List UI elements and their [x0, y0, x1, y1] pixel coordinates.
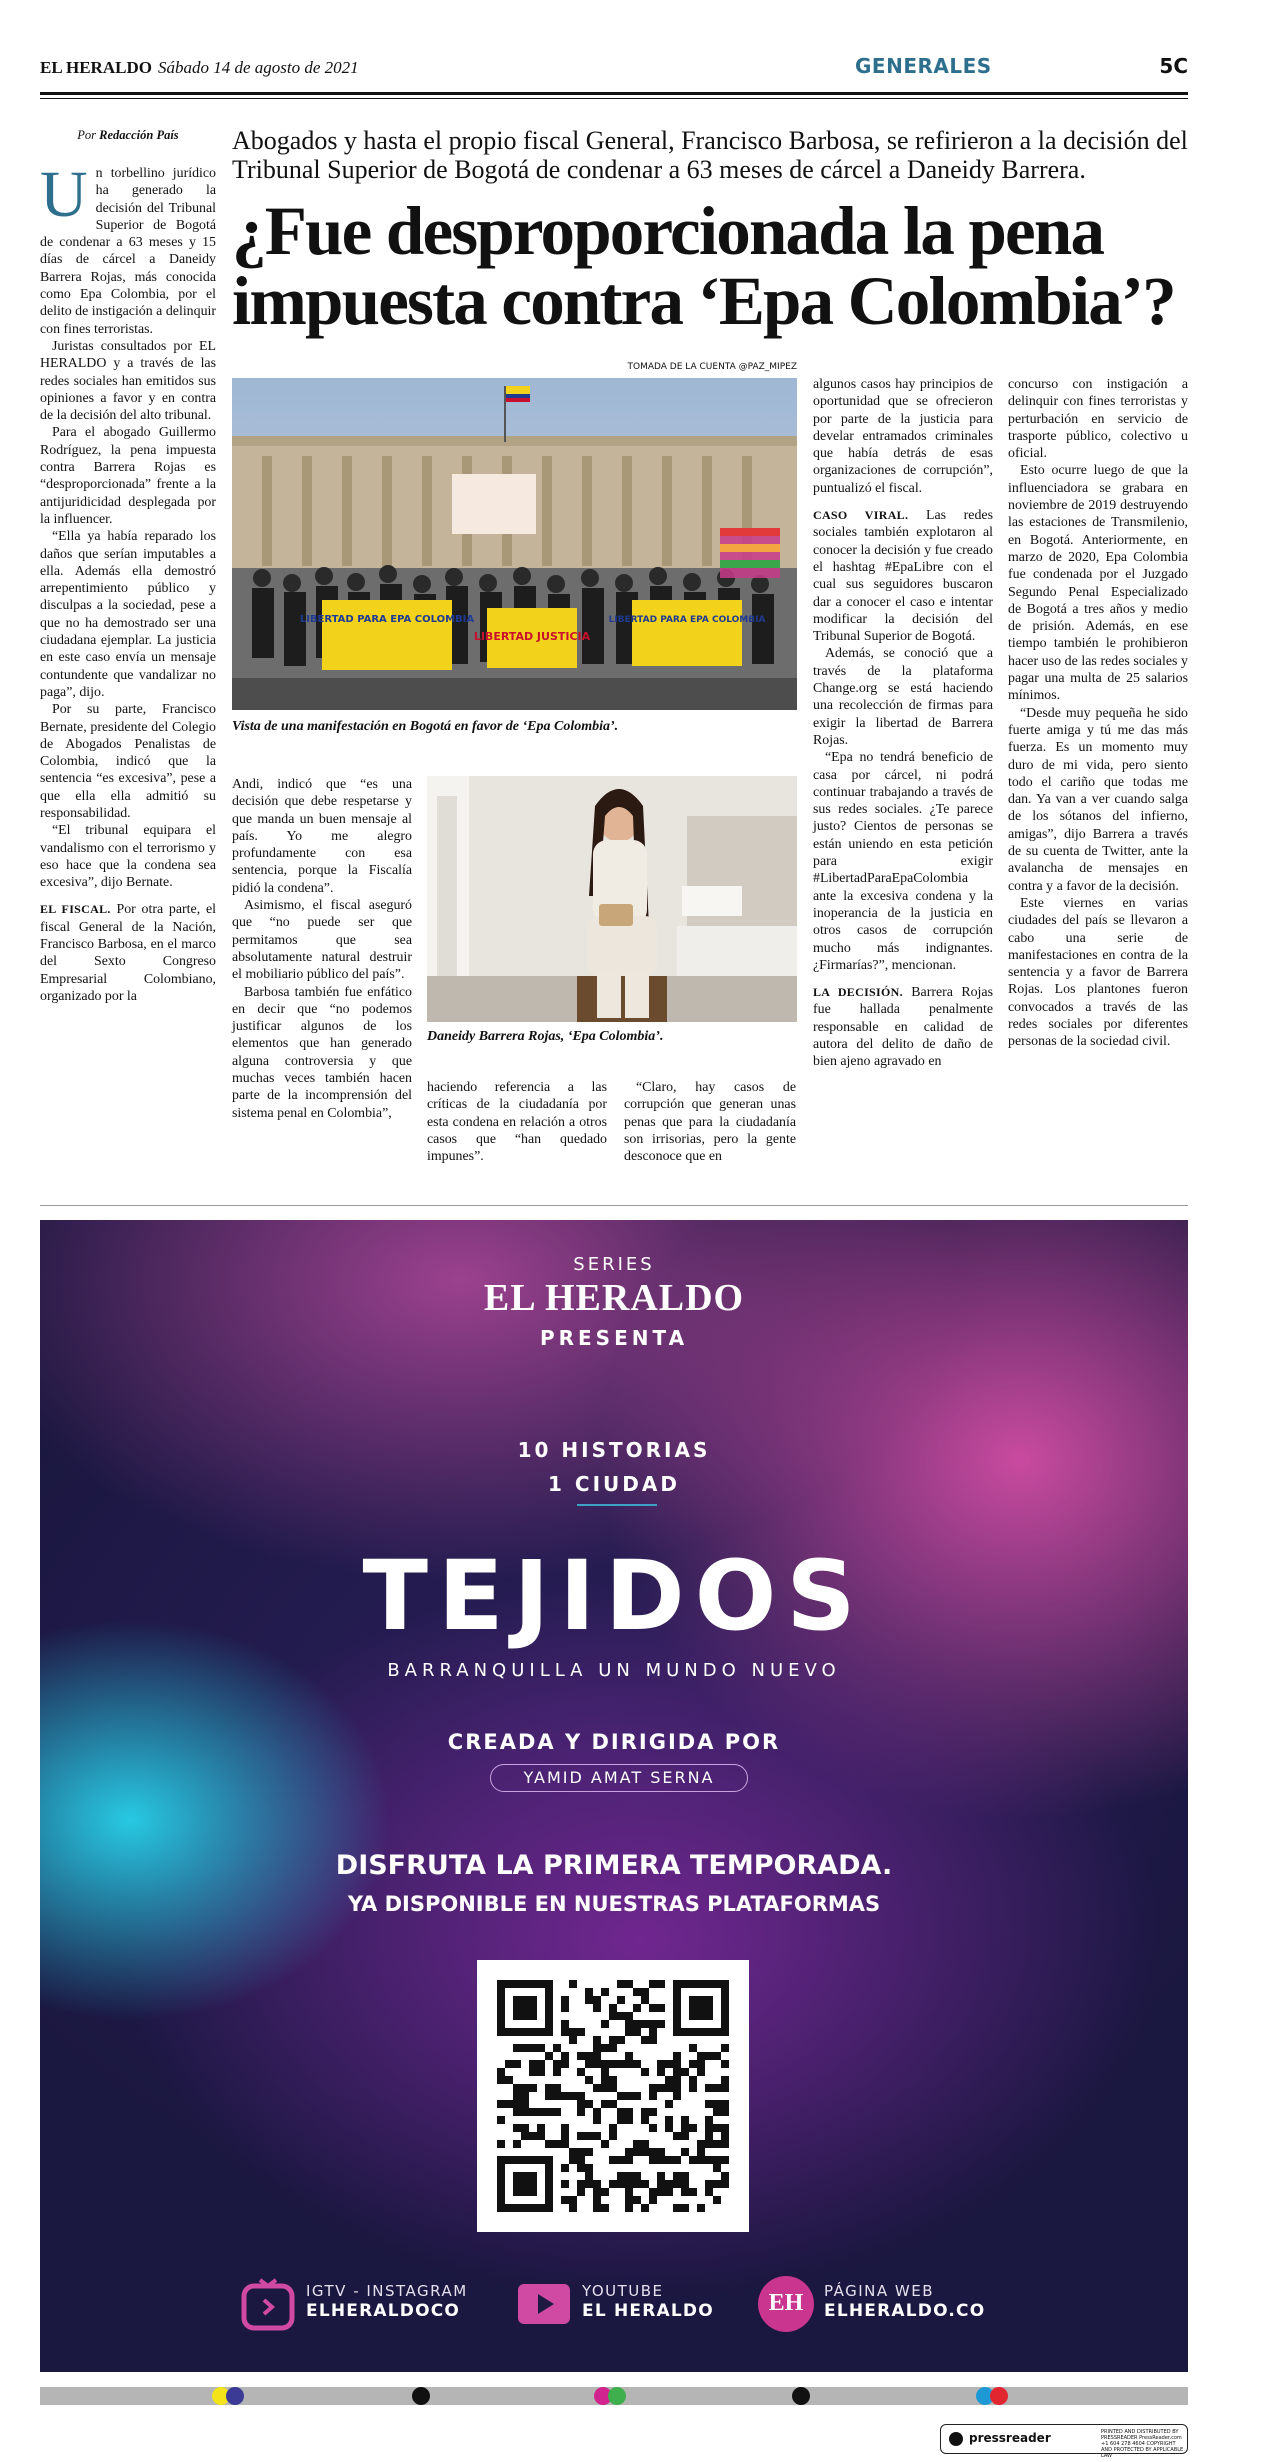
ad-creada: CREADA Y DIRIGIDA POR	[447, 1730, 781, 1754]
ad-disfruta: DISFRUTA LA PRIMERA TEMPORADA.	[335, 1850, 893, 1881]
registration-dot-blue	[226, 2387, 244, 2405]
paragraph-text: Por otra parte, el fiscal General de la Nación, Francisco Barbosa, en el marco del Sexto Congreso Empresarial Colombiano, organizado por la	[40, 902, 216, 1004]
registration-dot-red	[990, 2387, 1008, 2405]
ad-historias: 10 HISTORIAS	[517, 1438, 711, 1462]
byline-author: Redacción País	[99, 128, 179, 142]
byline	[40, 128, 216, 143]
header-rule-thin	[40, 98, 1188, 99]
ad-author-pill: YAMID AMAT SERNA	[490, 1764, 748, 1792]
lead-paragraph	[40, 158, 216, 338]
paragraph: Este viernes en varias ciudades del país se llevaron a cabo una serie de manifestaciones en contra de la sentencia y a favor de Barrera Rojas. Los plantones fueron convocados a través de las redes sociales por diferentes personas de la sociedad civil.	[1008, 895, 1188, 1050]
paragraph: Para el abogado Guillermo Rodríguez, la pena impuesta contra Barrera Rojas es “desproporcionada” frente a la antijuridicidad desplegada por la influencer.	[40, 425, 216, 527]
paragraph: Andi, indicó que “es una decisión que debe respetarse y que manda un buen mensaje al país. Yo me alegro profundamente con esa sentencia, porque la Fiscalía pidió la condena”.	[232, 777, 412, 896]
article-column-4	[624, 1079, 796, 1165]
header-rule	[40, 92, 1188, 95]
ad-brand: EL HERALDO	[483, 1277, 745, 1319]
qr-code[interactable]	[477, 1960, 749, 2232]
paragraph: Además, se conoció que a través de la plataforma Change.org se está haciendo una recolección de firmas para exigir la libertad de Barrera Rojas.	[813, 646, 993, 748]
issue-date: Sábado 14 de agosto de 2021	[157, 58, 359, 77]
ad-presenta: PRESENTA	[539, 1326, 689, 1350]
paragraph-text: n torbellino jurídico ha generado la decisión del Tribunal Superior de Bogotá de condenar a 63 meses y 15 días de cárcel a Daneidy Barrera Rojas, más conocida como Epa Colombia, por el delito de instigación a delinquir con fines terroristas.	[40, 166, 216, 337]
paragraph: Asimismo, el fiscal aseguró que “no puede ser que permitamos que sea absolutamente natural destruir el mobiliario público del país”.	[232, 898, 412, 983]
page-number: 5C	[1159, 54, 1188, 78]
protest-sign-3: LIBERTAD PARA EPA COLOMBIA	[608, 615, 766, 625]
igtv-icon	[240, 2276, 296, 2332]
pressreader-fine-print: PRINTED AND DISTRIBUTED BY PRESSREADER PressReader.com +1 604 278 4604 COPYRIGHT AND PROTECTED BY APPLICABLE LAW	[1101, 2429, 1184, 2459]
social-igtv[interactable]	[240, 2270, 490, 2340]
eh-logo-text: EH	[768, 2290, 804, 2316]
registration-dot-black	[412, 2387, 430, 2405]
paragraph: Esto ocurre luego de que la influenciadora se grabara en noviembre de 2019 destruyendo las estaciones de Transmilenio, en Bogotá. Anteriormente, en marzo de 2020, Epa Colombia fue condenada por el Juzgado Segundo Penal Especializado de Bogotá a tres años y medio de prisión. Además, en ese tiempo también le prohibieron hacer uso de las redes sociales y pagar una multa de 25 salarios mínimos.	[1008, 463, 1188, 704]
photo-caption: Vista de una manifestación en Bogotá en favor de ‘Epa Colombia’.	[232, 719, 619, 734]
registration-dot-black-2	[792, 2387, 810, 2405]
photo-credit: TOMADA DE LA CUENTA @PAZ_MIPEZ	[627, 362, 797, 372]
social-label: YOUTUBE	[582, 2282, 664, 2300]
social-label: IGTV - INSTAGRAM	[306, 2282, 468, 2300]
ad-ciudad: 1 CIUDAD	[548, 1472, 680, 1496]
article-column-6	[1008, 376, 1188, 1051]
paragraph	[40, 901, 216, 1005]
paragraph: haciendo referencia a las críticas de la ciudadanía por esta condena en relación a otros casos que “han quedado impunes”.	[427, 1080, 607, 1165]
portrait-photo	[427, 776, 797, 1022]
article-column-2	[232, 776, 412, 1122]
paragraph: “Epa no tendrá beneficio de casa por cárcel, ni podrá continuar trabajando a través de sus redes sociales. ¿Te parece justo? Cientos de personas se están uniendo en esta petición para exigir #LibertadParaEpaColombia ante la excesiva condena y la inoperancia de la justicia en otros casos de corrupción mucho más indignantes. ¿Firmarías?”, mencionan.	[813, 750, 993, 973]
youtube-icon	[516, 2276, 572, 2332]
protest-sign-1: LIBERTAD PARA EPA COLOMBIA	[299, 614, 475, 625]
social-web[interactable]	[758, 2270, 998, 2340]
section-title: GENERALES	[855, 54, 992, 78]
article-column-3	[427, 1079, 607, 1165]
article-column-1	[40, 158, 216, 1005]
article-bottom-rule	[40, 1205, 1188, 1206]
article-column-5	[813, 376, 993, 1071]
ad-divider	[577, 1504, 657, 1506]
paragraph: Por su parte, Francisco Bernate, presidente del Colegio de Abogados Penalistas de Colombia, indicó que la sentencia “es excesiva”, pese a que ella ella admitió su responsabilidad.	[40, 702, 216, 821]
paragraph: “El tribunal equipara el vandalismo con el terrorismo y eso hace que la condena sea excesiva”, dijo Bernate.	[40, 823, 216, 891]
paragraph: “Ella ya había reparado los daños que serían imputables a ella. Además ella demostró arrepentimiento público y disculpas a la sociedad, pese a que no ha demostrado ser una ciudadana ejemplar. La justicia en este caso envía un mensaje contundente que vandalizar no paga”, dijo.	[40, 529, 216, 700]
advertisement-tejidos	[40, 1220, 1188, 2372]
social-handle: ELHERALDO.CO	[824, 2301, 986, 2321]
ad-disponible: YA DISPONIBLE EN NUESTRAS PLATAFORMAS	[347, 1892, 881, 1916]
paragraph: Juristas consultados por EL HERALDO y a través de las redes sociales han emitidos sus opiniones a favor y en contra de la decisión del alto tribunal.	[40, 338, 216, 424]
paragraph: algunos casos hay principios de oportunidad que se ofrecieron por parte de la justicia para develar entramados criminales que había detrás de esas organizaciones de corrupción”, puntualizó el fiscal.	[813, 377, 993, 496]
ad-title: TEJIDOS	[362, 1540, 866, 1652]
subhead-el-fiscal: EL FISCAL.	[40, 902, 111, 917]
paragraph: Barbosa también fue enfático en decir que “no podemos justificar algunos de los elementos que han generado alguna controversia y que muchas veces también hacen parte de la incomprensión del sistema penal en Colombia”,	[232, 984, 412, 1121]
pressreader-logo-icon	[949, 2432, 963, 2446]
article-subtitle: Abogados y hasta el propio fiscal General, Francisco Barbosa, se refirieron a la decisión del Tribunal Superior de Bogotá de condenar a 63 meses de cárcel a Daneidy Barrera.	[232, 126, 1188, 184]
eh-web-icon	[758, 2276, 814, 2332]
subhead-caso-viral: CASO VIRAL.	[813, 508, 909, 523]
drop-cap: U	[40, 158, 88, 231]
social-youtube[interactable]	[516, 2270, 736, 2340]
protest-photo-image	[232, 378, 797, 710]
ad-series-label: SERIES	[573, 1254, 655, 1275]
social-handle: EL HERALDO	[582, 2301, 714, 2321]
social-handle: ELHERALDOCO	[306, 2301, 461, 2321]
social-label: PÁGINA WEB	[824, 2282, 934, 2300]
paragraph	[813, 507, 993, 645]
paragraph	[813, 984, 993, 1070]
pressreader-badge[interactable]	[940, 2424, 1188, 2459]
page-header	[40, 48, 1188, 94]
qr-code-icon	[477, 1960, 749, 2232]
paragraph: concurso con instigación a delinquir con fines terroristas y perturbación en servicio de trasporte público, colectivo u oficial.	[1008, 377, 1188, 462]
pressreader-name: pressreader	[969, 2431, 1051, 2445]
paragraph-text: Las redes sociales también explotaron al conocer la decisión y fue creado el hashtag #EpaLibre con el cual sus seguidores buscaron dar a conocer el caso e intentar modificar la decisión del Tribunal Superior de Bogotá.	[813, 508, 993, 645]
paragraph: “Claro, hay casos de corrupción que generan unas penas que para la ciudadanía son irrisorias, pero la gente desconoce que en	[624, 1080, 796, 1165]
portrait-photo-image	[427, 776, 797, 1022]
newspaper-title: EL HERALDO	[40, 58, 152, 77]
registration-dot-green	[608, 2387, 626, 2405]
ad-tagline: BARRANQUILLA UN MUNDO NUEVO	[387, 1660, 841, 1681]
newspaper-name	[40, 58, 359, 78]
protest-photo	[232, 378, 797, 710]
protest-sign-2: LIBERTAD JUSTICIA	[473, 630, 591, 643]
paragraph-text: Barrera Rojas fue hallada penalmente responsable en calidad de autora del delito de daño de bien ajeno agravado en	[813, 985, 993, 1070]
article-title: ¿Fue desproporcionada la pena impuesta contra ‘Epa Colombia’?	[232, 193, 1175, 339]
byline-prefix: Por	[77, 128, 97, 142]
portrait-caption: Daneidy Barrera Rojas, ‘Epa Colombia’.	[427, 1029, 664, 1044]
subhead-la-decision: LA DECISIÓN.	[813, 985, 903, 1000]
paragraph: “Desde muy pequeña he sido fuerte amiga y tú me das más fuerza. Es un momento muy duro de mi vida, pero siento todo el cariño que todas me dan. Ya van a ver cuando salga de los sótanos del infierno, amigas”, dijo Barrera a través de su cuenta de Twitter, ante la avalancha de mensajes en contra y a favor de la decisión.	[1008, 705, 1188, 894]
